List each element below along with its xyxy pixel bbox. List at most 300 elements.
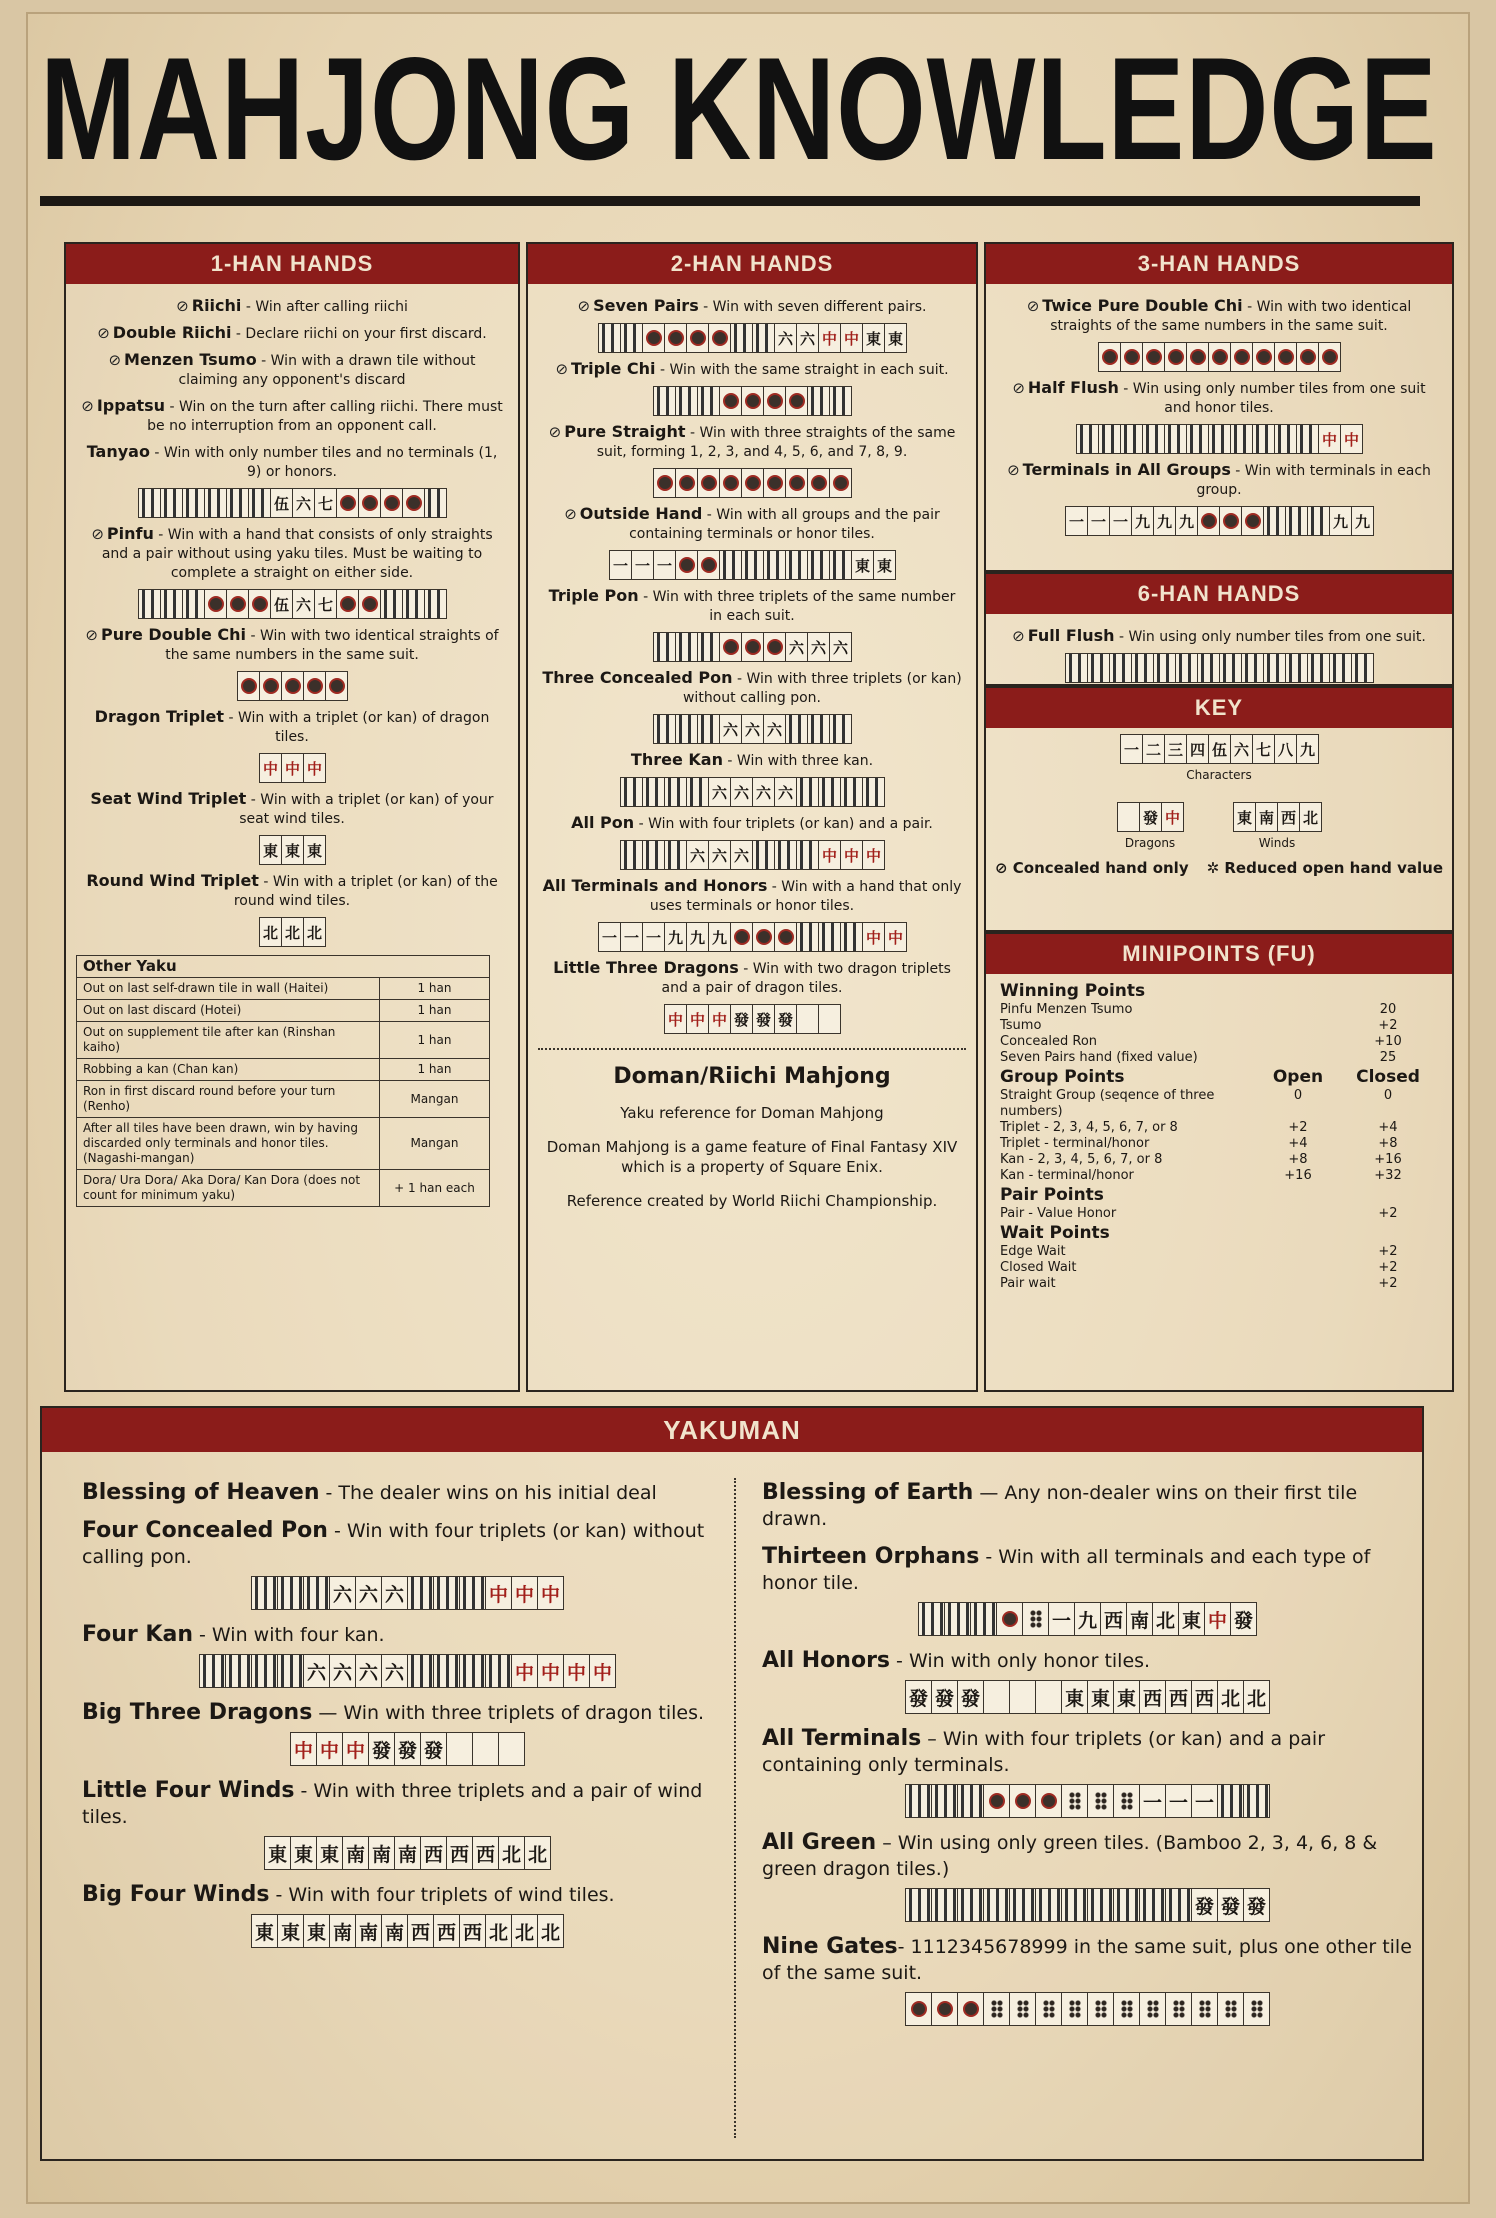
header-3-han: 3-HAN HANDS	[986, 244, 1452, 284]
mahjong-tile	[1009, 1784, 1036, 1818]
hand-name: Seven Pairs	[593, 296, 699, 315]
mahjong-tile	[182, 589, 205, 619]
mahjong-tile	[807, 386, 830, 416]
mahjong-tile: 中	[511, 1654, 538, 1688]
mahjong-tile: 一	[642, 922, 665, 952]
yakuman-name: All Terminals	[762, 1726, 922, 1751]
mahjong-tile	[1175, 653, 1198, 683]
mahjong-tile	[730, 922, 753, 952]
legend-concealed: ⊘ Concealed hand only	[994, 859, 1189, 877]
mahjong-tile	[226, 589, 249, 619]
fu-group-header	[1000, 980, 1438, 1002]
mahjong-tile: 發	[957, 1680, 984, 1714]
mahjong-tile: 發	[1217, 1888, 1244, 1922]
mahjong-tile: 北	[303, 917, 326, 947]
hand-desc: - Win with a drawn tile without claiming any opponent's discard	[178, 353, 476, 388]
hand-desc: - Win with terminals in each group.	[1196, 463, 1431, 498]
mahjong-tile	[785, 468, 808, 498]
mahjong-tile: 東	[1061, 1680, 1088, 1714]
hand-desc: - Win with three triplets of the same number in each suit.	[638, 589, 956, 624]
fu-closed-label: Closed	[1356, 1067, 1420, 1087]
concealed-hand-icon: ⊘	[176, 297, 189, 315]
mahjong-tile: 七	[314, 589, 337, 619]
mahjong-tile	[862, 777, 885, 807]
mahjong-tile: 西	[433, 1914, 460, 1948]
mahjong-tile	[1351, 653, 1374, 683]
mahjong-tile: 東	[1113, 1680, 1140, 1714]
mahjong-tile	[204, 488, 227, 518]
mahjong-tile: 西	[459, 1914, 486, 1948]
mahjong-tile	[225, 1654, 252, 1688]
mahjong-tile	[1230, 342, 1253, 372]
mahjong-tile: 一	[1109, 506, 1132, 536]
table-row	[77, 1170, 490, 1207]
mahjong-tile	[358, 488, 381, 518]
mahjong-tile	[1296, 342, 1319, 372]
tile-row	[542, 468, 962, 498]
fu-open: +8	[1288, 1152, 1308, 1167]
mahjong-tile	[905, 1888, 932, 1922]
tile-row	[762, 1992, 1412, 2026]
mahjong-tile	[303, 671, 326, 701]
mahjong-tile	[829, 468, 852, 498]
mahjong-tile	[1186, 424, 1209, 454]
fu-open	[1258, 1206, 1338, 1222]
tile-row	[542, 1004, 962, 1034]
hand-name: Terminals in All Groups	[1022, 460, 1231, 479]
mahjong-tile	[944, 1602, 971, 1636]
mahjong-tile	[251, 1654, 278, 1688]
mahjong-tile	[160, 488, 183, 518]
mahjong-tile: 西	[1191, 1680, 1218, 1714]
mahjong-tile: 六	[355, 1576, 382, 1610]
table-row	[77, 1118, 490, 1170]
mahjong-tile: 西	[407, 1914, 434, 1948]
concealed-hand-icon: ⊘	[1007, 461, 1020, 479]
hand-item	[542, 422, 962, 462]
mahjong-tile: 六	[1230, 734, 1253, 764]
mahjong-tile	[763, 550, 786, 580]
yakuman-right-column	[762, 1468, 1412, 2028]
mahjong-tile: 南	[368, 1836, 395, 1870]
mahjong-tile: 中	[1318, 424, 1341, 454]
mahjong-tile	[1113, 1784, 1140, 1818]
reduced-value-icon: ✲	[1206, 859, 1220, 877]
tile-row	[1000, 506, 1438, 536]
mahjong-tile: 北	[524, 1836, 551, 1870]
panel-6-han	[984, 572, 1454, 686]
fu-group-title: Wait Points	[1000, 1223, 1110, 1243]
yakuman-desc: - Win with four triplets (or kan) without calling pon.	[82, 1520, 705, 1568]
tile-row	[80, 753, 504, 783]
mahjong-tile: 六	[708, 840, 731, 870]
mahjong-tile	[763, 468, 786, 498]
hand-name: Ippatsu	[96, 396, 166, 415]
hand-desc: - Win with a triplet (or kan) of dragon tiles.	[224, 710, 490, 745]
fu-row	[1000, 1276, 1438, 1292]
mahjong-tile	[598, 323, 621, 353]
mahjong-tile	[1120, 342, 1143, 372]
hand-desc: - Win with seven different pairs.	[698, 299, 927, 315]
yakuman-desc: – Win using only green tiles. (Bamboo 2, 3, 4, 6, 8 & green dragon tiles.)	[762, 1832, 1378, 1880]
panel-key	[984, 686, 1454, 932]
mahjong-tile: 六	[292, 488, 315, 518]
mahjong-tile: 中	[485, 1576, 512, 1610]
mahjong-tile: 中	[686, 1004, 709, 1034]
yakuman-desc: - Win with three triplets and a pair of wind tiles.	[82, 1780, 703, 1828]
mahjong-tile	[1087, 1888, 1114, 1922]
hand-item	[80, 296, 504, 317]
fu-label: Straight Group (seqence of three numbers)	[1000, 1088, 1215, 1119]
header-6-han: 6-HAN HANDS	[986, 574, 1452, 614]
hand-name: Seat Wind Triplet	[90, 789, 247, 808]
mahjong-tile	[697, 468, 720, 498]
mahjong-tile	[642, 840, 665, 870]
mahjong-tile	[763, 386, 786, 416]
mahjong-tile	[620, 840, 643, 870]
mahjong-tile: 南	[342, 1836, 369, 1870]
fu-group-header	[1000, 1222, 1438, 1244]
hand-item	[80, 871, 504, 911]
mahjong-tile	[719, 468, 742, 498]
yakuman-name: Nine Gates	[762, 1934, 898, 1959]
mahjong-tile	[1061, 1784, 1088, 1818]
mahjong-tile: 六	[796, 323, 819, 353]
mahjong-tile: 南	[1126, 1602, 1153, 1636]
mahjong-tile: 北	[511, 1914, 538, 1948]
mahjong-tile: 北	[1243, 1680, 1270, 1714]
fu-row	[1000, 1244, 1438, 1260]
mahjong-tile	[675, 714, 698, 744]
mahjong-tile: 七	[314, 488, 337, 518]
fu-closed: +2	[1378, 1260, 1398, 1275]
fu-open-label	[1258, 1184, 1338, 1206]
mahjong-tile	[248, 488, 271, 518]
table-row	[77, 1059, 490, 1081]
hand-desc: - Win with three kan.	[722, 753, 874, 769]
mahjong-tile	[741, 386, 764, 416]
tile-row	[762, 1680, 1412, 1714]
hand-desc: - Win with a triplet (or kan) of your seat wind tiles.	[239, 792, 494, 827]
tile-row	[1000, 653, 1438, 683]
mahjong-tile	[251, 1576, 278, 1610]
fu-closed: +2	[1378, 1018, 1398, 1033]
mahjong-tile	[303, 1576, 330, 1610]
tile-row	[80, 488, 504, 518]
header-key: KEY	[986, 688, 1452, 728]
mahjong-tile	[785, 386, 808, 416]
yakuman-desc: - Win with four kan.	[192, 1624, 385, 1646]
mahjong-tile	[459, 1576, 486, 1610]
hand-desc: - Win with all groups and the pair containing terminals or honor tiles.	[629, 507, 940, 542]
mahjong-tile: 東	[862, 323, 885, 353]
fu-label: Triplet - 2, 3, 4, 5, 6, 7, or 8	[1000, 1120, 1178, 1135]
mahjong-tile: 九	[1351, 506, 1374, 536]
mahjong-tile	[957, 1992, 984, 2026]
mahjong-tile	[957, 1888, 984, 1922]
fu-label: Kan - terminal/honor	[1000, 1168, 1134, 1183]
mahjong-tile	[957, 1784, 984, 1818]
yakuman-name: Blessing of Heaven	[82, 1480, 320, 1505]
hand-name: Pure Straight	[564, 422, 686, 441]
mahjong-tile: 九	[1153, 506, 1176, 536]
mahjong-tile	[829, 714, 852, 744]
mahjong-tile: 中	[862, 840, 885, 870]
hand-item	[542, 876, 962, 916]
mahjong-tile	[996, 1602, 1023, 1636]
mahjong-tile	[675, 386, 698, 416]
mahjong-tile	[642, 323, 665, 353]
mahjong-tile	[741, 468, 764, 498]
mahjong-tile: 東	[884, 323, 907, 353]
hand-name: Twice Pure Double Chi	[1042, 296, 1243, 315]
mahjong-tile	[1153, 653, 1176, 683]
yakuman-name: All Green	[762, 1830, 877, 1855]
yakuman-desc: - Win with all terminals and each type of honor tile.	[762, 1546, 1371, 1594]
fu-closed: +8	[1378, 1136, 1398, 1151]
mahjong-tile	[1329, 653, 1352, 683]
fu-closed: +2	[1378, 1276, 1398, 1291]
mahjong-tile	[498, 1732, 525, 1766]
mahjong-tile	[752, 840, 775, 870]
mahjong-tile	[1208, 342, 1231, 372]
mahjong-tile	[407, 1576, 434, 1610]
hand-item	[542, 586, 962, 626]
mahjong-tile	[905, 1784, 932, 1818]
mahjong-tile: 中	[589, 1654, 616, 1688]
hand-desc: - Win on the turn after calling riichi. There must be no interruption from an opponent call.	[147, 399, 503, 434]
fu-open	[1258, 1260, 1338, 1276]
mahjong-tile	[1285, 506, 1308, 536]
mahjong-tile	[281, 671, 304, 701]
yakuman-item	[762, 1648, 1412, 1714]
mahjong-tile	[1165, 1888, 1192, 1922]
mahjong-tile	[664, 840, 687, 870]
yakuman-desc: — Win with three triplets of dragon tiles.	[312, 1702, 705, 1724]
mahjong-tile: 六	[829, 632, 852, 662]
mahjong-tile: 發	[774, 1004, 797, 1034]
hand-item	[1000, 296, 1438, 336]
mahjong-tile	[686, 777, 709, 807]
mahjong-tile	[1035, 1992, 1062, 2026]
yakuman-desc: - Win with only honor tiles.	[890, 1650, 1151, 1672]
mahjong-tile: 伍	[270, 488, 293, 518]
mahjong-tile	[199, 1654, 226, 1688]
tile-row	[542, 777, 962, 807]
hand-desc: - Win with only number tiles and no terminals (1, 9) or honors.	[149, 445, 498, 480]
mahjong-tile: 南	[1255, 802, 1278, 832]
mahjong-tile: 西	[1277, 802, 1300, 832]
mahjong-tile	[829, 550, 852, 580]
mahjong-tile	[1241, 653, 1264, 683]
hand-name: Full Flush	[1027, 626, 1115, 645]
page-title: MAHJONG KNOWLEDGE	[40, 27, 1438, 190]
mahjong-tile	[1139, 1992, 1166, 2026]
yakuman-divider	[734, 1478, 736, 2138]
mahjong-tile: 中	[840, 323, 863, 353]
fu-open	[1258, 1034, 1338, 1050]
mahjong-tile	[1274, 424, 1297, 454]
mahjong-tile: 發	[420, 1732, 447, 1766]
tile-row	[80, 917, 504, 947]
hand-name: Double Riichi	[112, 323, 232, 342]
doman-credit	[528, 1050, 976, 1217]
mahjong-tile	[620, 777, 643, 807]
mahjong-tile	[380, 589, 403, 619]
mahjong-tile	[1191, 1992, 1218, 2026]
yaku-value: Mangan	[380, 1118, 490, 1170]
header-yakuman: YAKUMAN	[42, 1408, 1422, 1452]
mahjong-tile: 北	[498, 1836, 525, 1870]
mahjong-tile	[829, 386, 852, 416]
doman-p2: Reference created by World Riichi Championship.	[566, 1192, 938, 1210]
yakuman-item	[82, 1700, 732, 1766]
mahjong-tile: 七	[1252, 734, 1275, 764]
mahjong-tile	[380, 488, 403, 518]
mahjong-tile	[1243, 1992, 1270, 2026]
mahjong-tile	[840, 777, 863, 807]
hand-item	[1000, 626, 1438, 647]
fu-row	[1000, 1168, 1438, 1184]
mahjong-tile	[1035, 1680, 1062, 1714]
mahjong-tile: 六	[719, 714, 742, 744]
hand-desc: - Declare riichi on your first discard.	[231, 326, 487, 342]
fu-label: Pair wait	[1000, 1276, 1056, 1291]
key-winds-label: Winds	[1258, 836, 1296, 850]
tile-row	[82, 1914, 732, 1948]
yakuman-name: Big Four Winds	[82, 1882, 270, 1907]
fu-label: Seven Pairs hand (fixed value)	[1000, 1050, 1198, 1065]
mahjong-tile	[1142, 424, 1165, 454]
other-yaku-header: Other Yaku	[77, 956, 490, 978]
mahjong-tile	[1061, 1992, 1088, 2026]
mahjong-tile	[1208, 424, 1231, 454]
hand-desc: - Win after calling riichi	[241, 299, 408, 315]
mahjong-tile	[763, 632, 786, 662]
mahjong-tile: 伍	[270, 589, 293, 619]
mahjong-tile	[730, 323, 753, 353]
tile-row	[986, 734, 1452, 764]
mahjong-tile: 南	[355, 1914, 382, 1948]
hand-name: Three Kan	[630, 750, 723, 769]
mahjong-tile: 北	[485, 1914, 512, 1948]
fu-group-header	[1000, 1184, 1438, 1206]
key-characters-label: Characters	[1186, 768, 1252, 782]
mahjong-tile: 六	[774, 323, 797, 353]
mahjong-tile	[774, 840, 797, 870]
mahjong-tile: 東	[1233, 802, 1256, 832]
concealed-hand-icon: ⊘	[97, 324, 110, 342]
mahjong-tile	[818, 922, 841, 952]
mahjong-tile: 一	[1165, 1784, 1192, 1818]
fu-open	[1258, 1002, 1338, 1018]
mahjong-tile: 六	[730, 777, 753, 807]
mahjong-tile	[433, 1576, 460, 1610]
fu-closed: +2	[1378, 1206, 1398, 1221]
mahjong-tile	[620, 323, 643, 353]
mahjong-tile: 一	[609, 550, 632, 580]
fu-open-label: Open	[1272, 1067, 1324, 1087]
mahjong-tile	[774, 922, 797, 952]
yaku-condition: Out on supplement tile after kan (Rinshan kaiho)	[77, 1022, 380, 1059]
fu-row	[1000, 1088, 1438, 1120]
fu-closed: +2	[1378, 1244, 1398, 1259]
mahjong-tile: 發	[368, 1732, 395, 1766]
fu-open: +2	[1288, 1120, 1308, 1135]
yakuman-item	[762, 1830, 1412, 1922]
mahjong-tile	[818, 777, 841, 807]
yaku-value: Mangan	[380, 1081, 490, 1118]
yakuman-item	[762, 1934, 1412, 2026]
mahjong-tile: 發	[730, 1004, 753, 1034]
mahjong-tile	[1197, 653, 1220, 683]
mahjong-tile	[1263, 506, 1286, 536]
mahjong-tile	[446, 1732, 473, 1766]
mahjong-tile: 中	[537, 1654, 564, 1688]
mahjong-tile	[1022, 1602, 1049, 1636]
mahjong-tile	[402, 488, 425, 518]
yakuman-name: Thirteen Orphans	[762, 1544, 980, 1569]
yakuman-left-column	[82, 1468, 732, 1950]
mahjong-tile	[1087, 1992, 1114, 2026]
mahjong-tile	[1285, 653, 1308, 683]
fu-label: Kan - 2, 3, 4, 5, 6, 7, or 8	[1000, 1152, 1163, 1167]
tile-row	[542, 550, 962, 580]
mahjong-tile	[697, 550, 720, 580]
mahjong-tile	[905, 1992, 932, 2026]
yakuman-name: Big Three Dragons	[82, 1700, 313, 1725]
mahjong-tile	[796, 840, 819, 870]
mahjong-tile: 中	[563, 1654, 590, 1688]
mahjong-tile	[796, 1004, 819, 1034]
list-6-han	[986, 614, 1452, 683]
fu-row	[1000, 1260, 1438, 1276]
mahjong-tile	[182, 488, 205, 518]
mahjong-tile	[719, 550, 742, 580]
mahjong-tile	[1217, 1992, 1244, 2026]
mahjong-tile	[1219, 506, 1242, 536]
mahjong-tile	[664, 323, 687, 353]
mahjong-tile	[424, 589, 447, 619]
mahjong-tile	[796, 777, 819, 807]
mahjong-tile	[1009, 1888, 1036, 1922]
mahjong-tile	[918, 1602, 945, 1636]
yakuman-name: Little Four Winds	[82, 1778, 295, 1803]
hand-desc: - Win with three straights of the same suit, forming 1, 2, 3, and 4, 5, 6, and 7, 8, 9.	[596, 425, 956, 460]
fu-closed-label	[1338, 1222, 1438, 1244]
concealed-hand-icon: ⊘	[1026, 297, 1040, 315]
mahjong-tile: 中	[1204, 1602, 1231, 1636]
mahjong-tile	[325, 671, 348, 701]
tile-row	[542, 922, 962, 952]
hand-desc: - Win with a triplet (or kan) of the round wind tiles.	[233, 874, 498, 909]
mahjong-tile	[1197, 506, 1220, 536]
concealed-hand-icon: ⊘	[564, 505, 577, 523]
yakuman-item	[762, 1480, 1412, 1532]
mahjong-tile	[358, 589, 381, 619]
mahjong-tile	[237, 671, 260, 701]
yaku-value: 1 han	[380, 978, 490, 1000]
mahjong-tile	[840, 922, 863, 952]
mahjong-tile	[1009, 1992, 1036, 2026]
hand-item	[80, 524, 504, 583]
mahjong-tile	[697, 632, 720, 662]
key-dragons-label: Dragons	[1124, 836, 1176, 850]
hand-desc: - Win with three triplets (or kan) without calling pon.	[682, 671, 962, 706]
tile-row	[82, 1654, 732, 1688]
tile-row	[80, 671, 504, 701]
mahjong-tile	[653, 386, 676, 416]
